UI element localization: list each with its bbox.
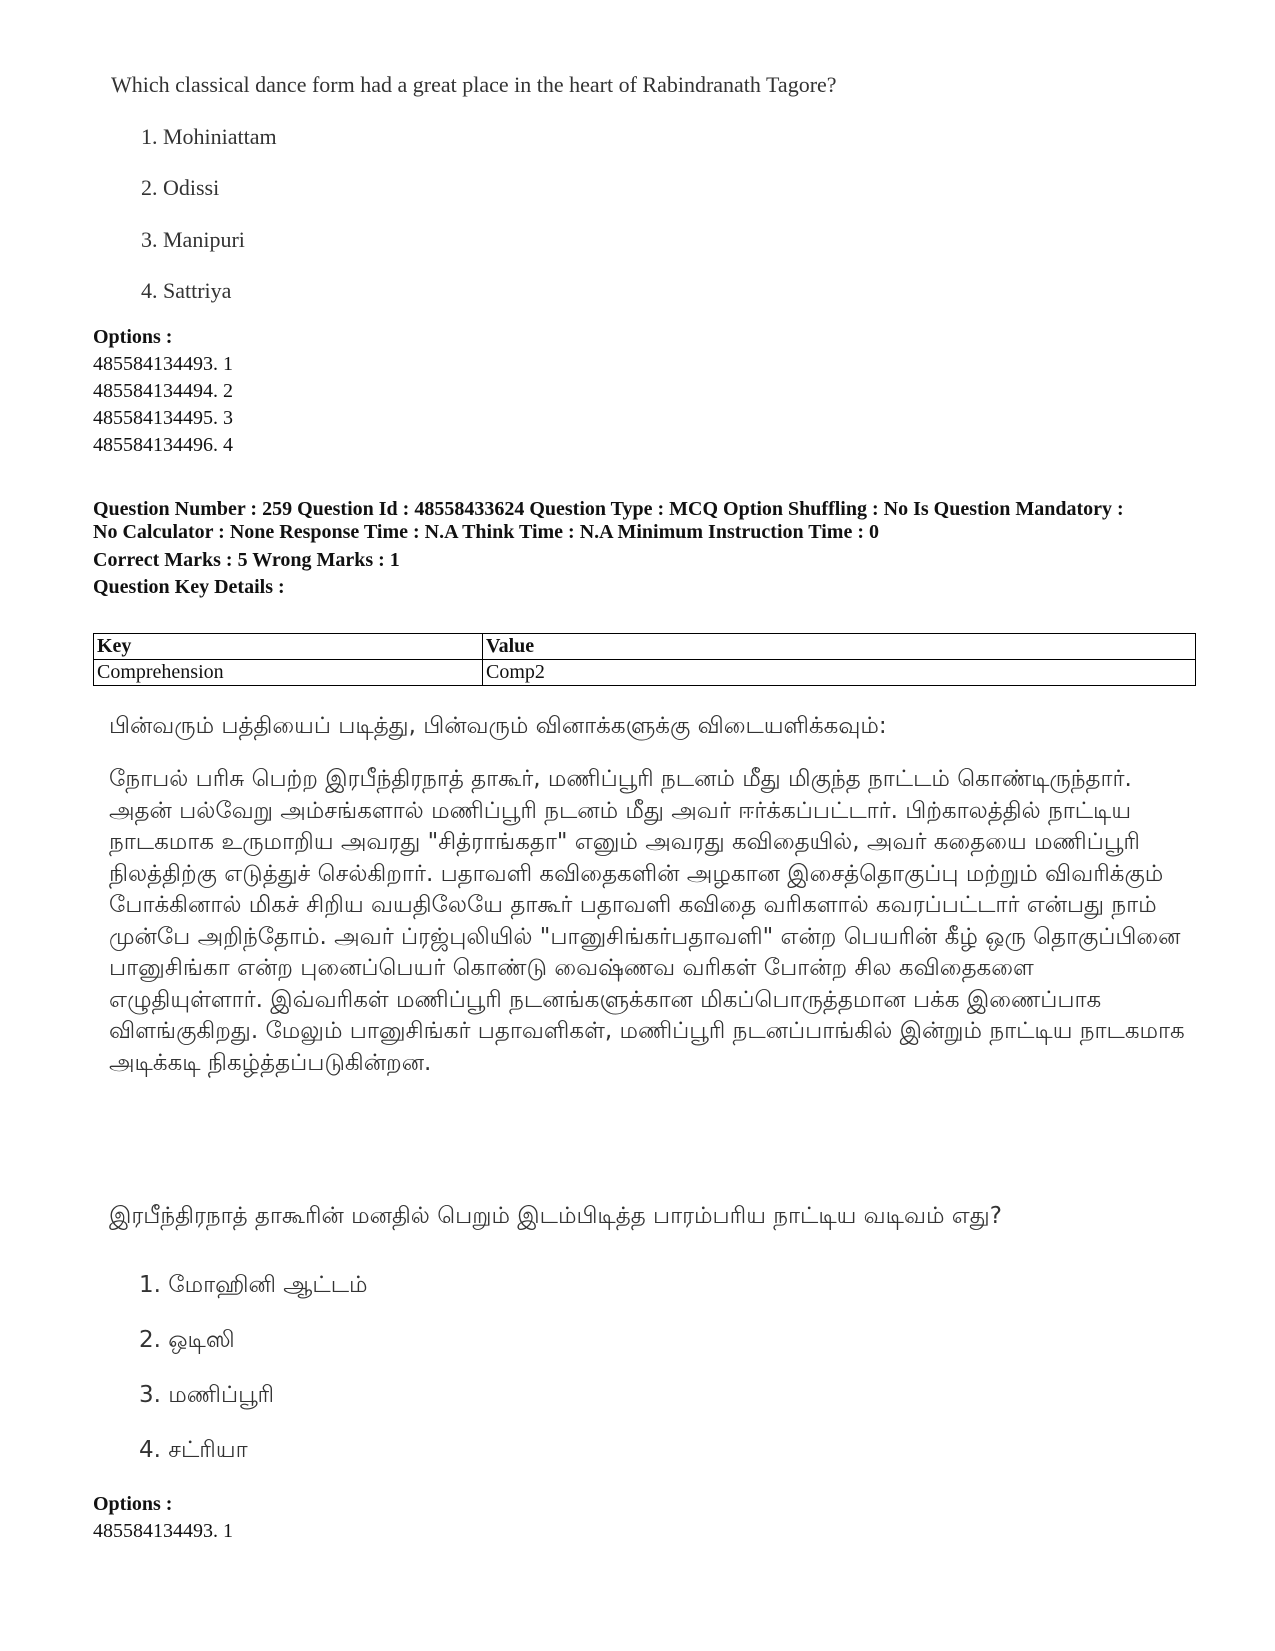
tamil-question-text: இரபீந்திரநாத் தாகூரின் மனதில் பெறும் இடம்பிடித்த பாரம்பரிய நாட்டிய வடிவம் எது? xyxy=(109,1203,1002,1229)
key-details-table xyxy=(93,633,1196,686)
comprehension-passage: நோபல் பரிசு பெற்ற இரபீந்திரநாத் தாகூர், மணிப்பூரி நடனம் மீது மிகுந்த நாட்டம் கொண்டிருந்தார். அதன் பல்வேறு அம்சங்களால் மணிப்பூரி நடனம் மீது அவர் ஈர்க்கப்பட்டார். பிற்காலத்தில் நாட்டிய நாடகமாக உருமாறிய அவரது "சித்ராங்கதா" எனும் அவரது கவிதையில், அவர் கதையை மணிப்பூரி நிலத்திற்கு எடுத்துச் செல்கிறார். பதாவளி கவிதைகளின் அழகான இசைத்தொகுப்பு மற்றும் விவரிக்கும் போக்கினால் மிகச் சிறிய வயதிலேயே தாகூர் பதாவளி கவிதை வரிகளால் கவரப்பட்டார் என்பது நாம் முன்பே அறிந்தோம். அவர் ப்ரஜ்புலியில் "பானுசிங்கர்பதாவளி" என்ற பெயரின் கீழ் ஒரு தொகுப்பினை பானுசிங்கா என்ற புனைப்பெயர் கொண்டு வைஷ்ணவ வரிகள் போன்ற சில கவிதைகளை எழுதியுள்ளார். இவ்வரிகள் மணிப்பூரி நடனங்களுக்கான மிகப்பொருத்தமான பக்க இணைப்பாக விளங்குகிறது. மேலும் பானுசிங்கர் பதாவளிகள், மணிப்பூரி நடனப்பாங்கில் இன்றும் நாட்டிய நாடகமாக அடிக்கடி நிகழ்த்தப்படுகின்றன. xyxy=(109,766,1185,1076)
key-details-label: Question Key Details : xyxy=(93,576,285,598)
table-cell-key: Comprehension xyxy=(94,660,483,686)
table-header-value: Value xyxy=(483,634,1196,660)
table-header-row xyxy=(94,634,1196,660)
option-id-line: 485584134495. 3 xyxy=(93,407,233,429)
question-text: Which classical dance form had a great place in the heart of Rabindranath Tagore? xyxy=(111,72,837,97)
question-meta-line-1: Question Number : 259 Question Id : 48558433624 Question Type : MCQ Option Shuffling : No Is Question Mandatory : xyxy=(93,498,1124,520)
tamil-choice-1: 1. மோஹினி ஆட்டம் xyxy=(139,1272,368,1298)
tamil-choice-4: 4. சட்ரியா xyxy=(139,1437,248,1463)
option-id-line: 485584134493. 1 xyxy=(93,1520,233,1542)
comprehension-instruction: பின்வரும் பத்தியைப் படித்து, பின்வரும் வினாக்களுக்கு விடையளிக்கவும்: xyxy=(109,713,887,739)
options-label: Options : xyxy=(93,1493,173,1515)
option-id-line: 485584134496. 4 xyxy=(93,434,233,456)
tamil-choice-3: 3. மணிப்பூரி xyxy=(139,1382,275,1408)
table-header-key: Key xyxy=(94,634,483,660)
choice-2: 2. Odissi xyxy=(141,175,220,200)
options-label: Options : xyxy=(93,326,173,348)
tamil-choice-2: 2. ஒடிஸி xyxy=(139,1327,235,1353)
choice-1: 1. Mohiniattam xyxy=(141,124,277,149)
question-meta-line-2: No Calculator : None Response Time : N.A Think Time : N.A Minimum Instruction Time : 0 xyxy=(93,521,879,543)
marks-line: Correct Marks : 5 Wrong Marks : 1 xyxy=(93,549,400,571)
option-id-line: 485584134493. 1 xyxy=(93,353,233,375)
table-cell-value: Comp2 xyxy=(483,660,1196,686)
option-id-line: 485584134494. 2 xyxy=(93,380,233,402)
choice-4: 4. Sattriya xyxy=(141,278,232,303)
table-row xyxy=(94,660,1196,686)
choice-3: 3. Manipuri xyxy=(141,227,245,252)
